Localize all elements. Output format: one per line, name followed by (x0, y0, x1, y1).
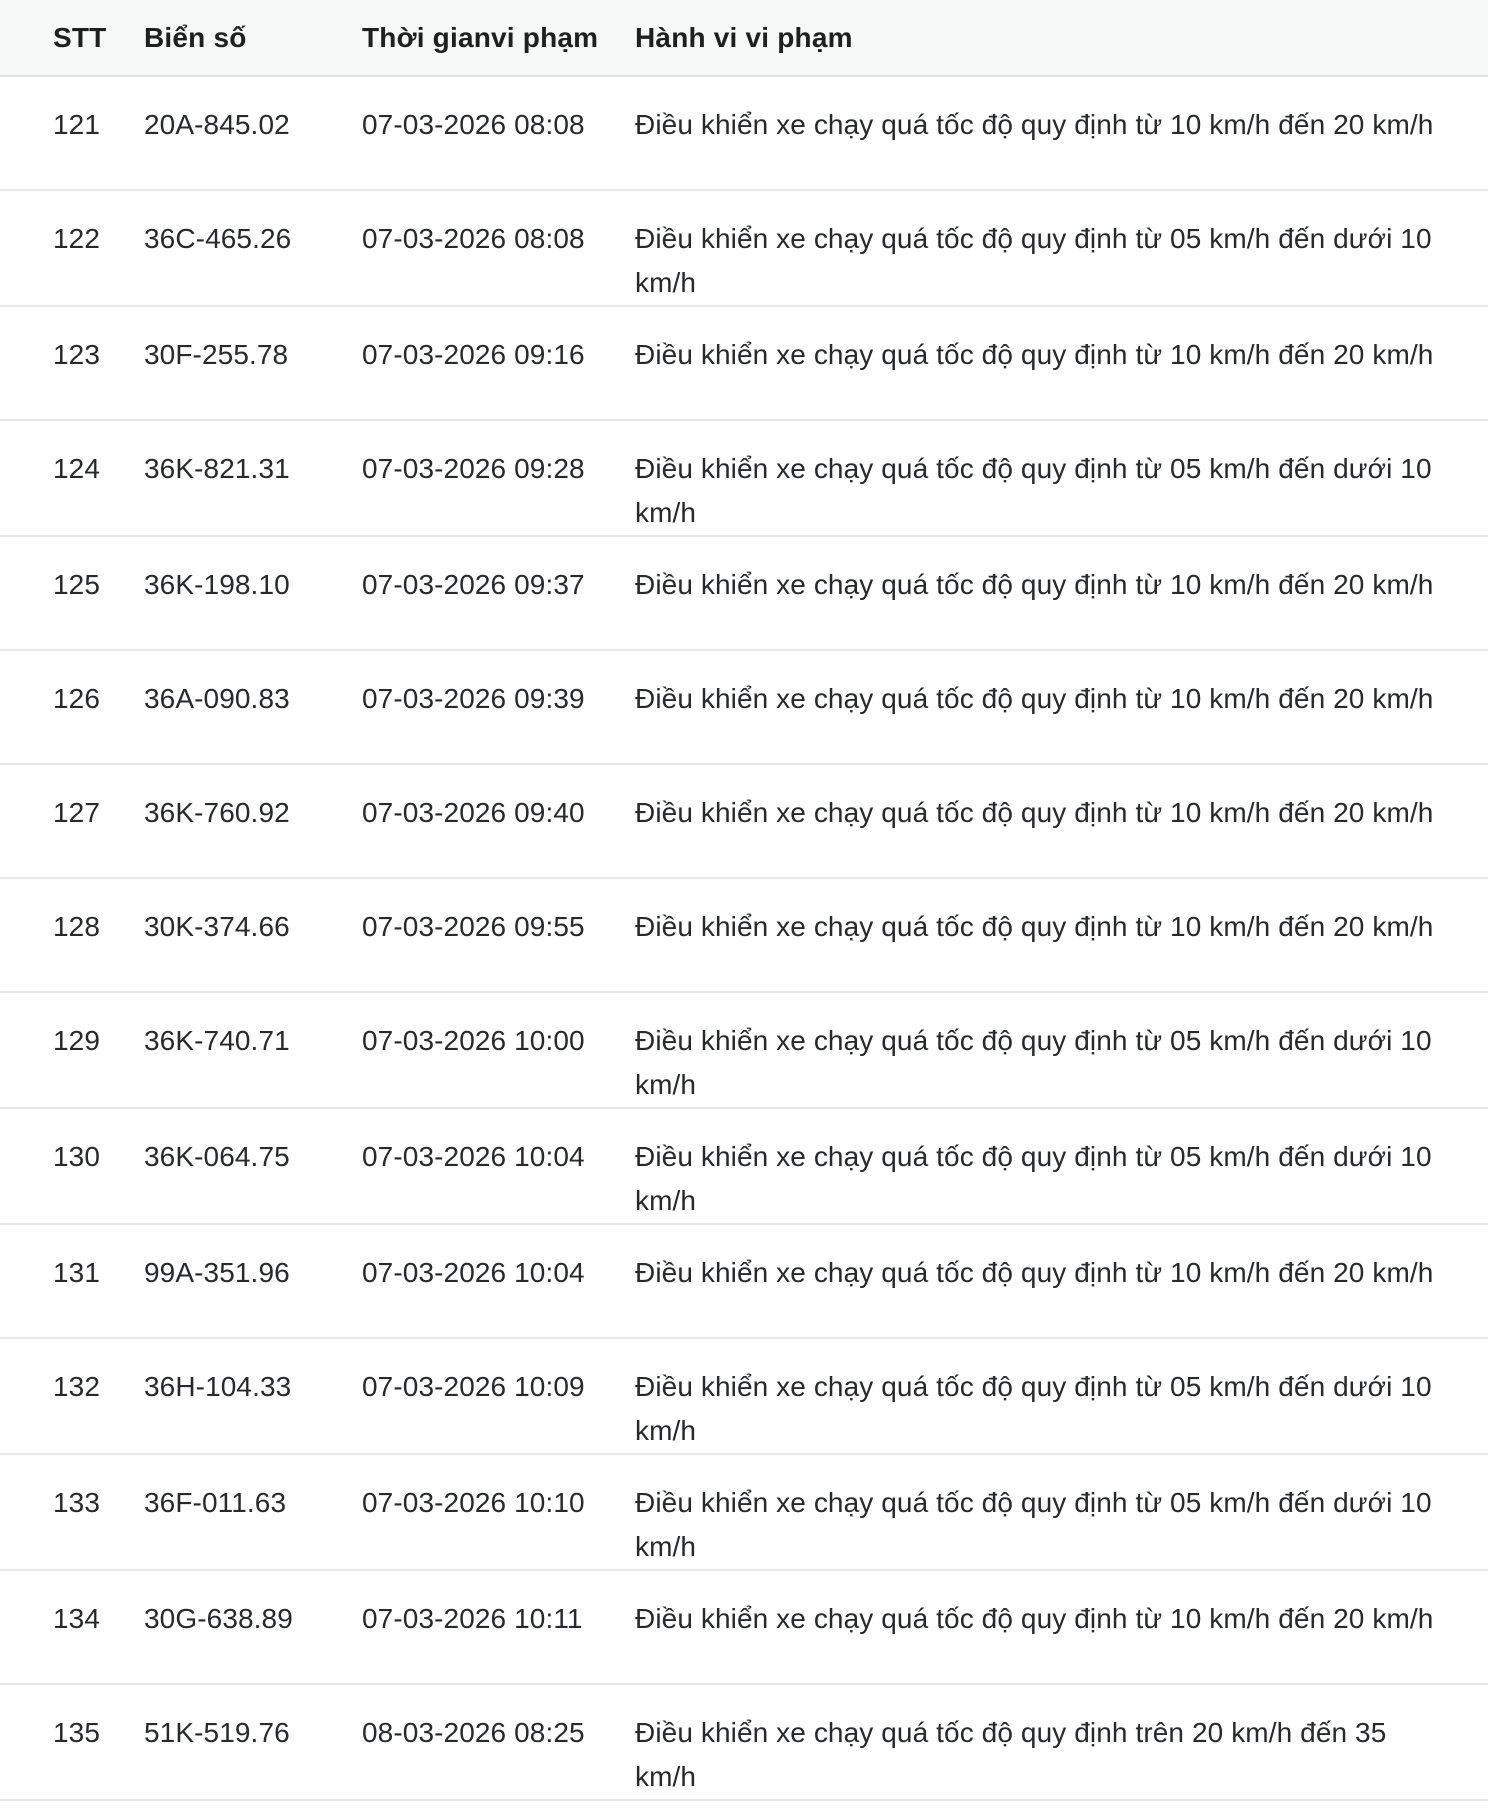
cell-stt: 124 (0, 420, 144, 536)
table-row (0, 76, 1488, 190)
cell-plate: 36K-064.75 (144, 1108, 362, 1224)
cell-plate: 51K-519.76 (144, 1684, 362, 1800)
cell-violation: Điều khiển xe chạy quá tốc độ quy định từ 05 km/h đến dưới 10 km/h (635, 1108, 1488, 1224)
cell-stt: 132 (0, 1338, 144, 1454)
cell-violation: Điều khiển xe chạy quá tốc độ quy định từ 05 km/h đến dưới 10 km/h (635, 992, 1488, 1108)
cell-time: 07-03-2026 10:04 (362, 1224, 635, 1338)
cell-time: 07-03-2026 10:04 (362, 1108, 635, 1224)
cell-time: 08-03-2026 08:25 (362, 1684, 635, 1800)
cell-plate: 36K-821.31 (144, 420, 362, 536)
cell-violation: Điều khiển xe chạy quá tốc độ quy định trên 20 km/h đến 35 km/h (635, 1684, 1488, 1800)
cell-stt: 131 (0, 1224, 144, 1338)
cell-plate: 30F-255.78 (144, 306, 362, 420)
table-row (0, 1338, 1488, 1454)
cell-stt: 128 (0, 878, 144, 992)
cell-time: 07-03-2026 09:28 (362, 420, 635, 536)
cell-time: 07-03-2026 09:16 (362, 306, 635, 420)
table-row (0, 1454, 1488, 1570)
cell-plate: 20A-845.02 (144, 76, 362, 190)
cell-violation: Điều khiển xe chạy quá tốc độ quy định từ 10 km/h đến 20 km/h (635, 650, 1488, 764)
cell-stt: 125 (0, 536, 144, 650)
cell-stt: 126 (0, 650, 144, 764)
cell-violation: Điều khiển xe chạy quá tốc độ quy định từ 10 km/h đến 20 km/h (635, 76, 1488, 190)
table-row (0, 764, 1488, 878)
cell-stt: 133 (0, 1454, 144, 1570)
table-row (0, 878, 1488, 992)
cell-violation: Điều khiển xe chạy quá tốc độ quy định từ 05 km/h đến dưới 10 km/h (635, 420, 1488, 536)
table-row (0, 1570, 1488, 1684)
cell-violation: Điều khiển xe chạy quá tốc độ quy định từ 05 km/h đến dưới 10 km/h (635, 1338, 1488, 1454)
cell-violation: Điều khiển xe chạy quá tốc độ quy định từ 10 km/h đến 20 km/h (635, 1224, 1488, 1338)
cell-violation: Điều khiển xe chạy quá tốc độ quy định từ 10 km/h đến 20 km/h (635, 536, 1488, 650)
cell-time: 07-03-2026 10:00 (362, 992, 635, 1108)
cell-stt: 121 (0, 76, 144, 190)
column-header-time: Thời gianvi phạm (362, 0, 635, 76)
table-row (0, 420, 1488, 536)
table-row (0, 992, 1488, 1108)
table-row (0, 306, 1488, 420)
cell-time: 07-03-2026 09:39 (362, 650, 635, 764)
cell-stt: 135 (0, 1684, 144, 1800)
cell-plate: 36F-011.63 (144, 1454, 362, 1570)
header-row (0, 0, 1488, 76)
cell-plate: 36C-465.26 (144, 190, 362, 306)
cell-plate: 36K-740.71 (144, 992, 362, 1108)
cell-stt: 129 (0, 992, 144, 1108)
cell-violation: Điều khiển xe chạy quá tốc độ quy định từ 05 km/h đến dưới 10 km/h (635, 1454, 1488, 1570)
column-header-plate: Biển số (144, 0, 362, 76)
table-row (0, 190, 1488, 306)
cell-plate: 30K-374.66 (144, 878, 362, 992)
cell-plate: 36K-760.92 (144, 764, 362, 878)
cell-violation: Điều khiển xe chạy quá tốc độ quy định từ 10 km/h đến 20 km/h (635, 764, 1488, 878)
cell-time: 07-03-2026 09:40 (362, 764, 635, 878)
cell-time: 07-03-2026 08:08 (362, 76, 635, 190)
cell-violation: Điều khiển xe chạy quá tốc độ quy định từ 10 km/h đến 20 km/h (635, 306, 1488, 420)
column-header-violation: Hành vi vi phạm (635, 0, 1488, 76)
table-row (0, 1224, 1488, 1338)
cell-time: 07-03-2026 09:37 (362, 536, 635, 650)
cell-violation: Điều khiển xe chạy quá tốc độ quy định từ 05 km/h đến dưới 10 km/h (635, 190, 1488, 306)
cell-violation: Điều khiển xe chạy quá tốc độ quy định từ 10 km/h đến 20 km/h (635, 1570, 1488, 1684)
cell-stt: 122 (0, 190, 144, 306)
cell-time: 07-03-2026 08:08 (362, 190, 635, 306)
cell-time: 07-03-2026 10:09 (362, 1338, 635, 1454)
cell-plate: 36A-090.83 (144, 650, 362, 764)
cell-plate: 36H-104.33 (144, 1338, 362, 1454)
cell-time: 07-03-2026 10:11 (362, 1570, 635, 1684)
column-header-stt: STT (0, 0, 144, 76)
table-row (0, 536, 1488, 650)
cell-violation: Điều khiển xe chạy quá tốc độ quy định từ 10 km/h đến 20 km/h (635, 878, 1488, 992)
table-row (0, 1684, 1488, 1800)
cell-plate: 30G-638.89 (144, 1570, 362, 1684)
cell-plate: 99A-351.96 (144, 1224, 362, 1338)
cell-stt: 134 (0, 1570, 144, 1684)
cell-plate: 36K-198.10 (144, 536, 362, 650)
cell-stt: 127 (0, 764, 144, 878)
cell-stt: 130 (0, 1108, 144, 1224)
table-body (0, 76, 1488, 1800)
cell-time: 07-03-2026 10:10 (362, 1454, 635, 1570)
table-row (0, 650, 1488, 764)
cell-stt: 123 (0, 306, 144, 420)
cell-time: 07-03-2026 09:55 (362, 878, 635, 992)
table-header (0, 0, 1488, 76)
table-row (0, 1108, 1488, 1224)
